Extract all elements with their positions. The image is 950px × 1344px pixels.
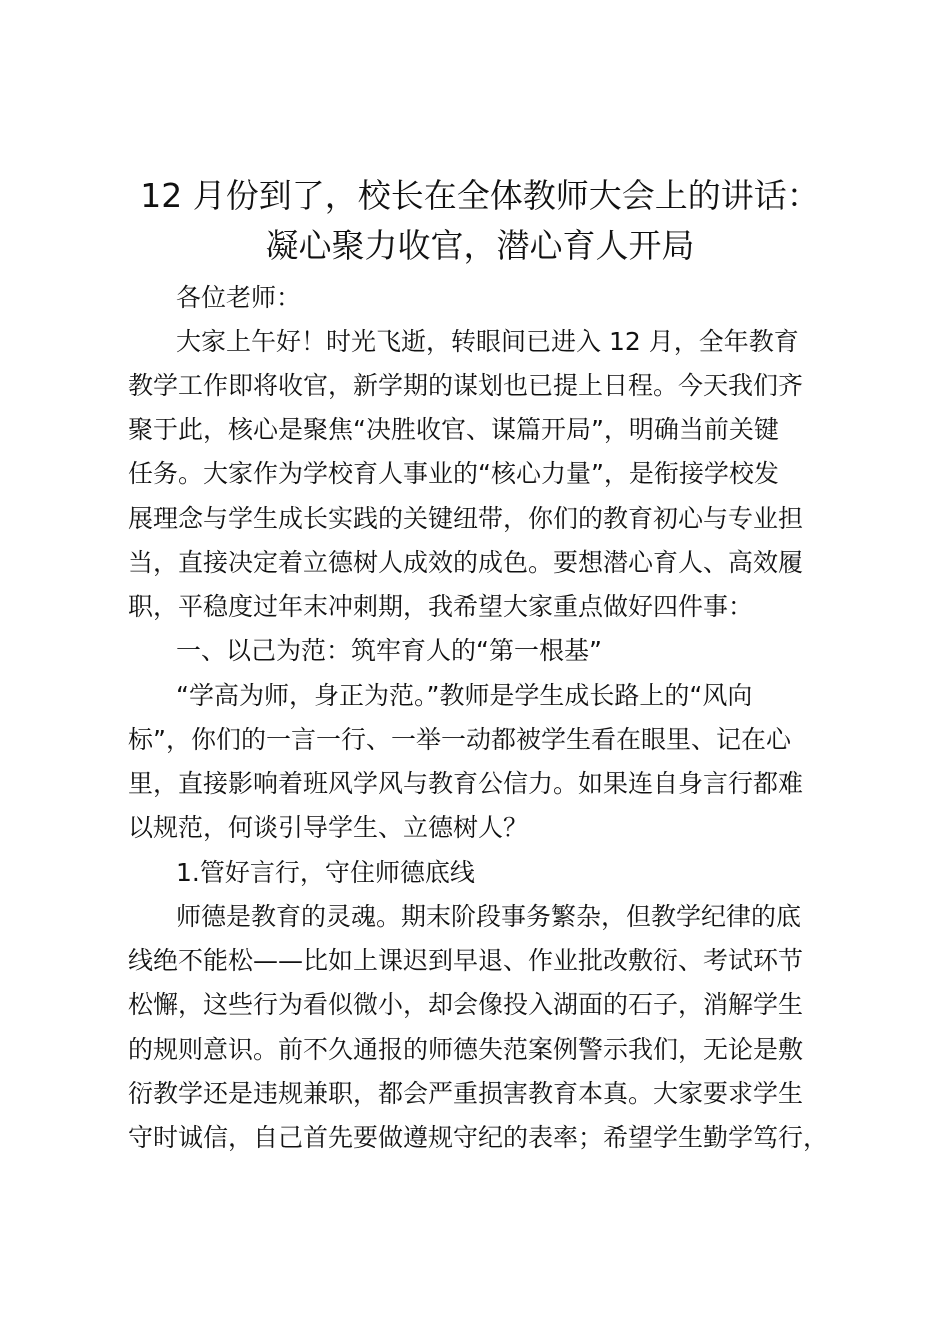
paragraph-line: 展理念与学生成长实践的关键纽带，你们的教育初心与专业担 (128, 504, 804, 533)
paragraph-line: 以规范，何谈引导学生、立德树人？ (128, 813, 529, 842)
paragraph-line: 任务。大家作为学校育人事业的“核心力量”，是衔接学校发 (128, 459, 779, 488)
paragraph-line: 职，平稳度过年末冲刺期，我希望大家重点做好四件事： (128, 592, 754, 621)
paragraph-line: “学高为师，身正为范。”教师是学生成长路上的“风向 (176, 681, 753, 710)
paragraph-line: 松懈，这些行为看似微小，却会像投入湖面的石子，消解学生 (128, 990, 804, 1019)
section-heading: 一、以己为范：筑牢育人的“第一根基” (176, 636, 602, 665)
paragraph-line: 里，直接影响着班风学风与教育公信力。如果连自身言行都难 (128, 769, 804, 798)
paragraph-line: 聚于此，核心是聚焦“决胜收官、谋篇开局”，明确当前关键 (128, 415, 779, 444)
title-line-1: 12 月份到了，校长在全体教师大会上的讲话： (140, 176, 820, 215)
salutation: 各位老师： (176, 283, 302, 312)
subsection-heading: 1.管好言行，守住师德底线 (176, 858, 475, 887)
paragraph-line: 守时诚信，自己首先要做遵规守纪的表率；希望学生勤学笃行， (128, 1123, 829, 1152)
paragraph-line: 线绝不能松——比如上课迟到早退、作业批改敷衍、考试环节 (128, 946, 804, 975)
paragraph-line: 师德是教育的灵魂。期末阶段事务繁杂，但教学纪律的底 (176, 902, 802, 931)
paragraph-line: 衍教学还是违规兼职，都会严重损害教育本真。大家要求学生 (128, 1079, 804, 1108)
title-line-2: 凝心聚力收官，潜心育人开局 (265, 226, 695, 265)
paragraph-line: 大家上午好！时光飞逝，转眼间已进入 12 月，全年教育 (176, 327, 799, 356)
paragraph-line: 标”，你们的一言一行、一举一动都被学生看在眼里、记在心 (128, 725, 791, 754)
paragraph-line: 的规则意识。前不久通报的师德失范案例警示我们，无论是敷 (128, 1035, 804, 1064)
paragraph-line: 当，直接决定着立德树人成效的成色。要想潜心育人、高效履 (128, 548, 804, 577)
paragraph-line: 教学工作即将收官，新学期的谋划也已提上日程。今天我们齐 (128, 371, 804, 400)
